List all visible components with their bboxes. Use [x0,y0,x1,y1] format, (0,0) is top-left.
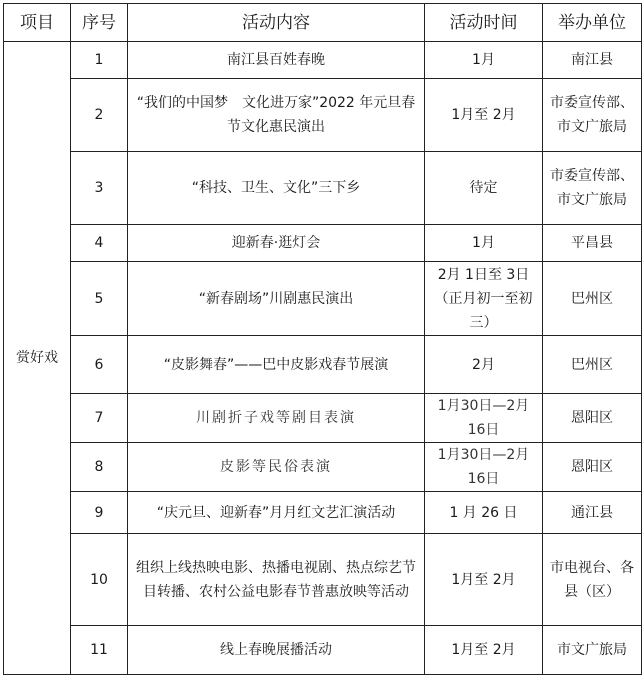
content-cell: 线上春晚展播活动 [128,626,425,675]
time-cell: 1月至 2月 [425,626,543,675]
content-cell: 南江县百姓春晚 [128,42,425,79]
org-cell: 市文广旅局 [543,626,642,675]
table-row [4,492,642,534]
content-cell: 皮影等民俗表演 [128,443,425,492]
org-cell: 巴州区 [543,336,642,394]
seq-cell: 7 [71,394,128,443]
org-cell: 平昌县 [543,225,642,262]
seq-cell: 1 [71,42,128,79]
time-cell: 1月 [425,225,543,262]
time-cell: 1月至 2月 [425,534,543,626]
content-cell: “庆元旦、迎新春”月月红文艺汇演活动 [128,492,425,534]
time-cell: 待定 [425,152,543,225]
seq-cell: 10 [71,534,128,626]
seq-cell: 4 [71,225,128,262]
header-project: 项目 [4,4,71,42]
seq-cell: 11 [71,626,128,675]
time-cell: 2月 [425,336,543,394]
table-row [4,336,642,394]
content-cell: “皮影舞春”——巴中皮影戏春节展演 [128,336,425,394]
org-cell: 恩阳区 [543,443,642,492]
table-row [4,42,642,79]
category-cell: 赏好戏 [4,42,71,675]
header-seq: 序号 [71,4,128,42]
org-cell: 市委宣传部、市文广旅局 [543,152,642,225]
content-cell: “新春剧场”川剧惠民演出 [128,262,425,336]
table-row [4,626,642,675]
activity-table [3,3,642,675]
table-row [4,443,642,492]
table-row [4,262,642,336]
seq-cell: 8 [71,443,128,492]
seq-cell: 9 [71,492,128,534]
content-cell: 组织上线热映电影、热播电视剧、热点综艺节目转播、农村公益电影春节普惠放映等活动 [128,534,425,626]
time-cell: 1月30日—2月16日 [425,394,543,443]
seq-cell: 6 [71,336,128,394]
content-cell: “我们的中国梦 文化进万家”2022 年元旦春节文化惠民演出 [128,79,425,152]
header-content: 活动内容 [128,4,425,42]
table-row [4,79,642,152]
org-cell: 巴州区 [543,262,642,336]
content-cell: 川剧折子戏等剧目表演 [128,394,425,443]
table-row [4,152,642,225]
header-row [4,4,642,42]
org-cell: 恩阳区 [543,394,642,443]
org-cell: 南江县 [543,42,642,79]
table-row [4,225,642,262]
content-cell: “科技、卫生、文化”三下乡 [128,152,425,225]
time-cell: 1月30日—2月16日 [425,443,543,492]
time-cell: 1月至 2月 [425,79,543,152]
org-cell: 市电视台、各县（区） [543,534,642,626]
header-org: 举办单位 [543,4,642,42]
table-row [4,534,642,626]
table-row [4,394,642,443]
seq-cell: 3 [71,152,128,225]
time-cell: 2月 1日至 3日（正月初一至初三） [425,262,543,336]
seq-cell: 2 [71,79,128,152]
time-cell: 1 月 26 日 [425,492,543,534]
org-cell: 通江县 [543,492,642,534]
time-cell: 1月 [425,42,543,79]
org-cell: 市委宣传部、市文广旅局 [543,79,642,152]
header-time: 活动时间 [425,4,543,42]
seq-cell: 5 [71,262,128,336]
content-cell: 迎新春·逛灯会 [128,225,425,262]
